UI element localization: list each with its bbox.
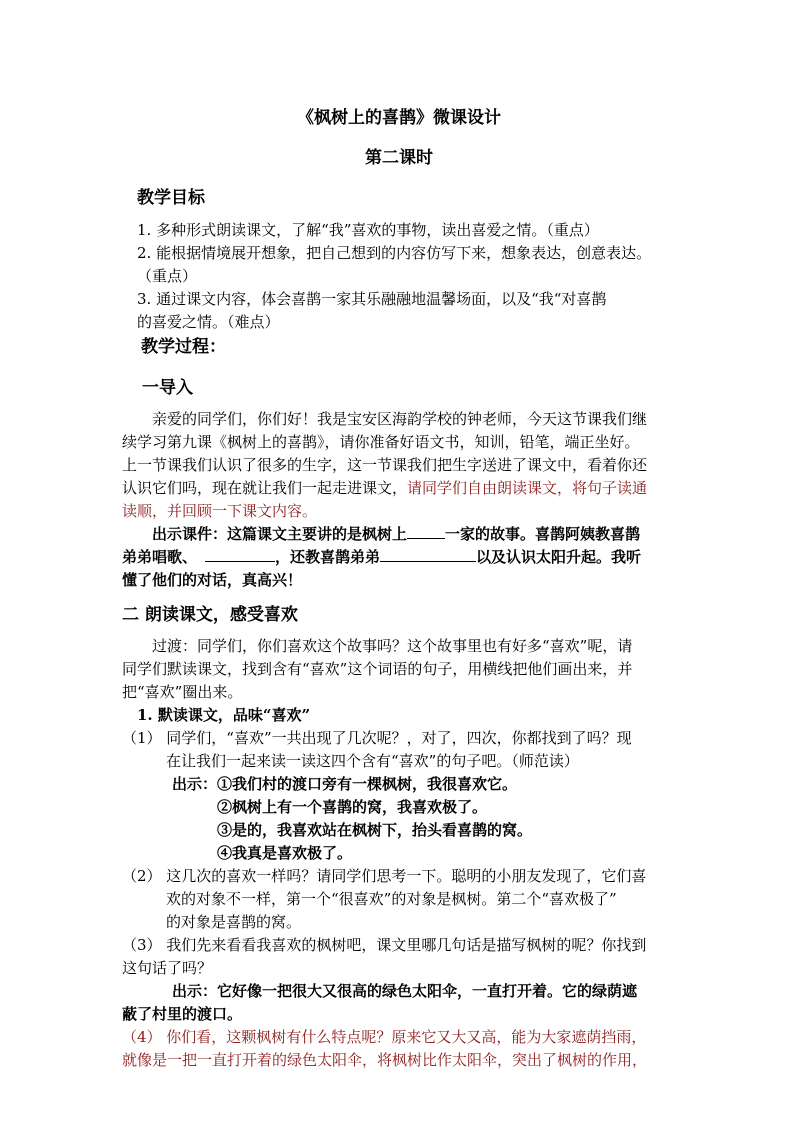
transition-line-2: 同学们默读课文，找到含有“喜欢”这个词语的句子，用横线把他们画出来，并 — [122, 660, 633, 678]
question-2-line-1: （2） 这几次的喜欢一样吗？请同学们思考一下。聪明的小朋友发现了，它们喜 — [122, 867, 647, 885]
sentence-2: ②枫树上有一个喜鹊的窝，我喜欢极了。 — [217, 798, 488, 816]
intro-line-5: 读顺，并回顾一下课文内容。 — [122, 502, 318, 520]
question-2-line-3: 的对象是喜鹊的窝。 — [166, 913, 302, 931]
courseware-line-3: 懂了他们的对话，真高兴！ — [122, 571, 303, 589]
question-4-line-2: 就像是一把一直打开着的绿色太阳伞，将枫树比作太阳伞，突出了枫树的作用， — [122, 1051, 648, 1069]
fill-blank-1 — [407, 522, 445, 539]
courseware-text-3: 弟弟唱歌、 — [122, 548, 198, 566]
question-4-line-1: （4） 你们看，这颗枫树有什么特点呢？原来它又大又高，能为大家遮荫挡雨， — [122, 1028, 647, 1046]
goal-3-line-1: 3. 通过课文内容，体会喜鹊一家其乐融融地温馨场面，以及“我“对喜鹊 — [137, 290, 607, 308]
subsection-1-heading: 1. 默读课文，品味“喜欢” — [137, 706, 311, 724]
process-heading: 教学过程： — [141, 337, 226, 357]
section-2-heading: 二 朗读课文，感受喜欢 — [122, 605, 298, 625]
courseware-text-2: 一家的故事。喜鹊阿姨教喜鹊 — [445, 525, 641, 543]
intro-line-4 — [122, 476, 647, 500]
courseware-line-1 — [152, 522, 640, 546]
courseware-text-1: 出示课件：这篇课文主要讲的是枫树上 — [152, 525, 408, 543]
goal-3-line-2: 的喜爱之情。（难点） — [137, 313, 280, 331]
question-1-line-2: 在让我们一起来读一读这四个含有“喜欢”的句子吧。（师范读） — [166, 752, 579, 770]
intro-line-4-text: 认识它们吗，现在就让我们一起走进课文， — [122, 479, 408, 497]
intro-line-3: 上一节课我们认识了很多的生字，这一节课我们把生字送进了课文中，看着你还 — [122, 456, 648, 474]
fill-blank-2 — [205, 545, 275, 562]
courseware-text-4: ，还教喜鹊弟弟 — [275, 548, 381, 566]
courseware-text-5: 以及认识太阳升起。我听 — [476, 548, 642, 566]
goal-2-line-2: （重点） — [137, 267, 198, 285]
intro-line-4-instruction: 请同学们自由朗读课文，将句子读通 — [407, 479, 648, 497]
show-tree-line-1: 出示：它好像一把很大又很高的绿色太阳伞，一直打开着。它的绿荫遮 — [172, 982, 638, 1000]
courseware-line-2 — [122, 545, 641, 569]
question-3-line-1: （3） 我们先来看看我喜欢的枫树吧，课文里哪几句话是描写枫树的呢？你找到 — [122, 936, 647, 954]
fill-blank-3 — [380, 545, 476, 562]
intro-line-2: 续学习第九课《枫树上的喜鹊》，请你准备好语文书，知训，铅笔，端正坐好。 — [122, 433, 640, 451]
document-title: 《枫树上的喜鹊》微课设计 — [297, 108, 501, 128]
question-2-line-2: 欢的对象不一样，第一个“很喜欢”的对象是枫树。第二个“喜欢极了” — [166, 890, 617, 908]
goal-2-line-1: 2. 能根据情境展开想象，把自己想到的内容仿写下来，想象表达，创意表达。 — [137, 244, 652, 262]
sentence-3: ③是的，我喜欢站在枫树下，抬头看喜鹊的窝。 — [217, 821, 533, 839]
sentence-1: ①我们村的渡口旁有一棵枫树，我很喜欢它。 — [217, 775, 518, 793]
transition-line-1: 过渡：同学们，你们喜欢这个故事吗？这个故事里也有好多“喜欢”呢，请 — [152, 637, 633, 655]
question-1-line-1: （1） 同学们，“喜欢”一共出现了几次呢？，对了，四次，你都找到了吗？现 — [122, 729, 632, 747]
sentence-4: ④我真是喜欢极了。 — [217, 844, 353, 862]
transition-line-3: 把“喜欢”圈出来。 — [122, 683, 243, 701]
show-label: 出示： — [172, 775, 218, 793]
question-3-line-2: 这句话了吗？ — [122, 959, 213, 977]
show-tree-line-2: 蔽了村里的渡口。 — [122, 1005, 243, 1023]
goals-heading: 教学目标 — [137, 188, 205, 208]
lesson-subtitle: 第二课时 — [365, 148, 433, 168]
goal-1: 1. 多种形式朗读课文，了解“我”喜欢的事物，读出喜爱之情。（重点） — [137, 221, 599, 239]
section-1-heading: 一导入 — [142, 378, 193, 398]
intro-line-1: 亲爱的同学们，你们好！我是宝安区海韵学校的钟老师，今天这节课我们继 — [152, 410, 648, 428]
